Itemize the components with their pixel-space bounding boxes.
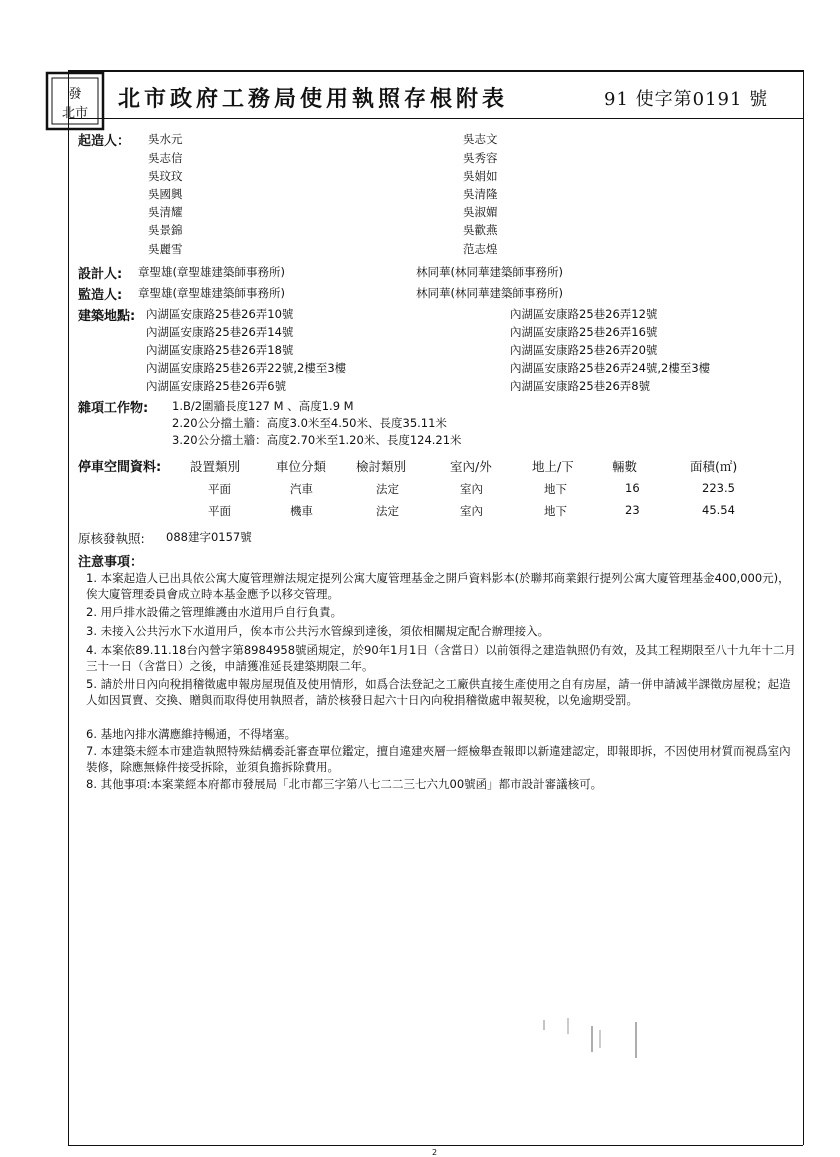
owners-label: 起造人： bbox=[78, 134, 131, 149]
parking-cell: 汽車 bbox=[290, 482, 313, 496]
note-item: 7. 本建築未經本市建造執照特殊結構委託審查單位鑑定，擅自違建夾層一經檢舉查報即以新違建認定，即報即拆，不因使用材質而視爲室內裝修，除應無條件接受拆除，並須負擔拆除費用。 bbox=[86, 744, 791, 774]
parking-header: 地上/下 bbox=[532, 459, 574, 474]
title-divider bbox=[68, 118, 803, 119]
parking-cell: 室內 bbox=[460, 504, 483, 518]
site-address: 內湖區安康路25巷26弄6號 bbox=[146, 379, 287, 393]
misc-work-item: 3.20公分擋土牆：高度2.70米至1.20米、長度124.21米 bbox=[172, 433, 462, 447]
parking-header: 室內/外 bbox=[450, 459, 492, 474]
owner-name: 吳水元 bbox=[148, 132, 183, 146]
parking-cell: 法定 bbox=[376, 504, 399, 518]
note-item: 1. 本案起造人已出具依公寓大廈管理辦法規定提列公寓大廈管理基金之開戶資料影本(於聯邦商業銀行提列公寓大廈管理基金400,000元)，俟大廈管理委員會成立時本基金應予以移交管理。 bbox=[86, 571, 790, 601]
svg-text:北市: 北市 bbox=[61, 106, 89, 121]
page-mark: 2 bbox=[432, 1148, 438, 1157]
owner-name: 吳淑媚 bbox=[463, 205, 498, 219]
parking-header: 檢討類別 bbox=[356, 459, 407, 474]
site-address: 內湖區安康路25巷26弄12號 bbox=[510, 307, 658, 321]
notes-label: 注意事項： bbox=[78, 555, 144, 570]
designer-value: 林同華(林同華建築師事務所) bbox=[416, 265, 563, 279]
owner-name: 吳志文 bbox=[463, 132, 498, 146]
frame-right-border bbox=[803, 70, 804, 1145]
owner-name: 吳娟如 bbox=[463, 169, 498, 183]
misc-works-label: 雜項工作物: bbox=[78, 401, 149, 416]
site-address: 內湖區安康路25巷26弄24號,2樓至3樓 bbox=[510, 361, 711, 375]
note-item: 5. 請於卅日內向稅捐稽徵處申報房屋現值及使用情形，如爲合法登記之工廠供直接生產使用之自有房屋，請一併申請減半課徵房屋稅；起造人如因買賣、交換、贈與而取得使用執照者，請於核發日起六十日內向稅捐稽徵處申報契稅，以免逾期受罰。 bbox=[86, 677, 791, 707]
site-address: 內湖區安康路25巷26弄22號,2樓至3樓 bbox=[146, 361, 347, 375]
supervisor-value: 林同華(林同華建築師事務所) bbox=[416, 286, 563, 300]
note-item: 6. 基地內排水溝應維持暢通，不得堵塞。 bbox=[86, 727, 297, 741]
parking-cell: 平面 bbox=[208, 482, 231, 496]
owner-name: 吳志信 bbox=[148, 151, 183, 165]
parking-cell: 223.5 bbox=[702, 481, 735, 495]
owner-name: 吳麗雪 bbox=[148, 242, 183, 256]
parking-header: 面積(㎡) bbox=[690, 459, 738, 474]
owner-name: 吳玟玟 bbox=[148, 169, 183, 183]
owner-name: 吳秀容 bbox=[463, 151, 498, 165]
supervisor-value: 章聖雄(章聖雄建築師事務所) bbox=[138, 286, 285, 300]
designer-value: 章聖雄(章聖雄建築師事務所) bbox=[138, 265, 285, 279]
site-address: 內湖區安康路25巷26弄18號 bbox=[146, 343, 294, 357]
parking-header: 車位分類 bbox=[276, 459, 327, 474]
parking-header: 設置類別 bbox=[190, 459, 241, 474]
site-address: 內湖區安康路25巷26弄8號 bbox=[510, 379, 651, 393]
frame-bottom-border bbox=[68, 1145, 803, 1146]
misc-work-item: 1.B/2圍牆長度127 M 、高度1.9 M bbox=[172, 399, 354, 413]
svg-text:發: 發 bbox=[68, 87, 82, 102]
misc-work-item: 2.20公分擋土牆：高度3.0米至4.50米、長度35.11米 bbox=[172, 416, 447, 430]
parking-cell: 45.54 bbox=[702, 503, 735, 517]
parking-cell: 法定 bbox=[376, 482, 399, 496]
owner-name: 范志煌 bbox=[463, 242, 498, 256]
parking-cell: 地下 bbox=[544, 504, 567, 518]
parking-cell: 室內 bbox=[460, 482, 483, 496]
owner-name: 吳清耀 bbox=[148, 205, 183, 219]
note-item: 4. 本案依89.11.18台內營字第8984958號函規定，於90年1月1日（含當日）以前領得之建造執照仍有效，及其工程期限至八十九年十二月三十一日（含當日）之後，申請獲准延長建築期限二年。 bbox=[86, 643, 796, 673]
frame-left-border bbox=[68, 70, 69, 1145]
note-item: 8. 其他事項:本案業經本府都市發展局「北市都三字第八七二二三七六九00號函」都市設計審議核可。 bbox=[86, 777, 603, 791]
scan-marks bbox=[540, 1012, 650, 1062]
designer-label: 設計人: bbox=[78, 267, 123, 282]
site-label: 建築地點: bbox=[78, 309, 136, 324]
site-address: 內湖區安康路25巷26弄14號 bbox=[146, 325, 294, 339]
parking-cell: 地下 bbox=[544, 482, 567, 496]
owner-name: 吳歡燕 bbox=[463, 223, 498, 237]
site-address: 內湖區安康路25巷26弄10號 bbox=[146, 307, 294, 321]
frame-top-border bbox=[68, 70, 803, 72]
original-license-value: 088建字0157號 bbox=[166, 530, 252, 544]
page-title: 北市政府工務局使用執照存根附表 bbox=[118, 86, 509, 112]
site-address: 內湖區安康路25巷26弄16號 bbox=[510, 325, 658, 339]
owner-name: 吳清隆 bbox=[463, 187, 498, 201]
parking-label: 停車空間資料: bbox=[78, 460, 162, 475]
parking-cell: 平面 bbox=[208, 504, 231, 518]
document-number: 91 使字第0191 號 bbox=[604, 89, 769, 110]
parking-cell: 機車 bbox=[290, 504, 313, 518]
official-seal-icon bbox=[44, 70, 106, 132]
site-address: 內湖區安康路25巷26弄20號 bbox=[510, 343, 658, 357]
owner-name: 吳國興 bbox=[148, 187, 183, 201]
parking-header: 輛數 bbox=[612, 459, 638, 474]
note-item: 3. 未接入公共污水下水道用戶，俟本市公共污水管線到達後，須依相關規定配合辦理接入。 bbox=[86, 624, 550, 638]
parking-cell: 16 bbox=[625, 481, 640, 495]
note-item: 2. 用戶排水設備之管理維護由水道用戶自行負責。 bbox=[86, 605, 343, 619]
parking-cell: 23 bbox=[625, 503, 640, 517]
supervisor-label: 監造人: bbox=[78, 288, 123, 303]
owner-name: 吳景錦 bbox=[148, 223, 183, 237]
original-license-label: 原核發執照: bbox=[78, 531, 145, 546]
